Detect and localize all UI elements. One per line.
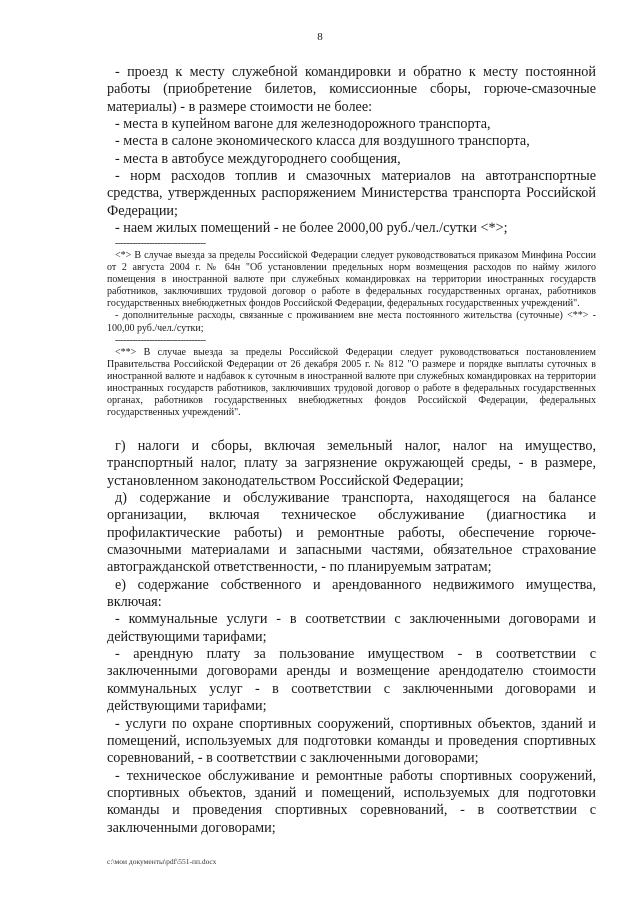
paragraph-repairs: - техническое обслуживание и ремонтные работы спортивных сооружений, спортивных объектов, зданий и помещений, используемых для подготовки команды и проведения спортивных соревнований, - в соответствии с заключенными договорами;: [107, 767, 596, 836]
file-path-footer: c:\мои документы\pdf\551-пп.docx: [107, 857, 217, 866]
paragraph-air: - места в салоне экономического класса для воздушного транспорта,: [115, 133, 530, 150]
footnote-separator: --------------------------------: [115, 238, 206, 249]
paragraph-transport-maintenance: д) содержание и обслуживание транспорта, находящегося на балансе организации, включая техническое обслуживание (диагностика и профилактические работы) и ремонтные работы, обеспечение горюче-смазочными материалами и запасными частями, обязательное страхование автогражданской ответственности, - по планируемым затратам;: [107, 490, 596, 576]
paragraph-property: е) содержание собственного и арендованного недвижимого имущества, включая:: [107, 576, 596, 611]
footnotes-section: [107, 238, 596, 419]
footnote-per-diem: - дополнительные расходы, связанные с проживанием вне места постоянного жительства (суточные) <**> - 100,00 руб./чел./сутки;: [107, 310, 596, 334]
paragraph-travel: - проезд к месту служебной командировки и обратно к месту постоянной работы (приобретение билетов, комиссионные сборы, горюче-смазочные материалы) - в размере стоимости не более:: [107, 64, 596, 115]
footnote-separator-2: --------------------------------: [115, 334, 206, 346]
footnote-2: <**> В случае выезда за пределы Российской Федерации следует руководствоваться постановлением Правительства Российской Федерации от 26 декабря 2005 г. № 812 "О размере и порядке выплаты суточных в иностранной валюте и надбавок к суточным в иностранной валюте при служебных командировках на территории иностранных государств работников, заключивших трудовой договор о работе в федеральных государственных органах, работников государственных внебюджетных фондов Российской Федерации, федеральных государственных учреждений".: [107, 346, 596, 419]
paragraph-rent: - арендную плату за пользование имуществом - в соответствии с заключенными договорами аренды и возмещение арендодателю стоимости коммунальных услуг - в соответствии с заключенными договорами и действующими тарифами;: [107, 646, 596, 715]
paragraph-utilities: - коммунальные услуги - в соответствии с заключенными договорами и действующими тарифами;: [107, 611, 596, 645]
travel-expenses-section: [107, 64, 596, 237]
paragraph-security: - услуги по охране спортивных сооружений, спортивных объектов, зданий и помещений, используемых для подготовки команды и проведения спортивных соревнований, - в соответствии с заключенными договорами;: [107, 715, 596, 767]
footnote-1: <*> В случае выезда за пределы Российской Федерации следует руководствоваться приказом Минфина России от 2 августа 2004 г. № 64н "Об установлении предельных норм возмещения расходов по найму жилого помещения в иностранной валюте при служебных командировках на территории иностранных государств работников, заключивших трудовой договор о работе в федеральных государственных органах, работников государственных внебюджетных фондов Российской Федерации, федеральных государственных учреждений".: [107, 250, 596, 310]
paragraph-housing: - наем жилых помещений - не более 2000,00 руб./чел./сутки <*>;: [115, 220, 508, 237]
paragraph-fuel: - норм расходов топлив и смазочных материалов на автотранспортные средства, утвержденных распоряжением Министерства транспорта Российской Федерации;: [107, 168, 596, 219]
paragraph-taxes: г) налоги и сборы, включая земельный налог, налог на имущество, транспортный налог, плату за загрязнение окружающей среды, - в размере, установленном законодательством Российской Федерации;: [107, 438, 596, 489]
expenses-section: [107, 438, 596, 837]
paragraph-bus: - места в автобусе междугороднего сообщения,: [115, 150, 401, 167]
paragraph-rail: - места в купейном вагоне для железнодорожного транспорта,: [115, 116, 491, 133]
page-number: 8: [317, 31, 323, 43]
